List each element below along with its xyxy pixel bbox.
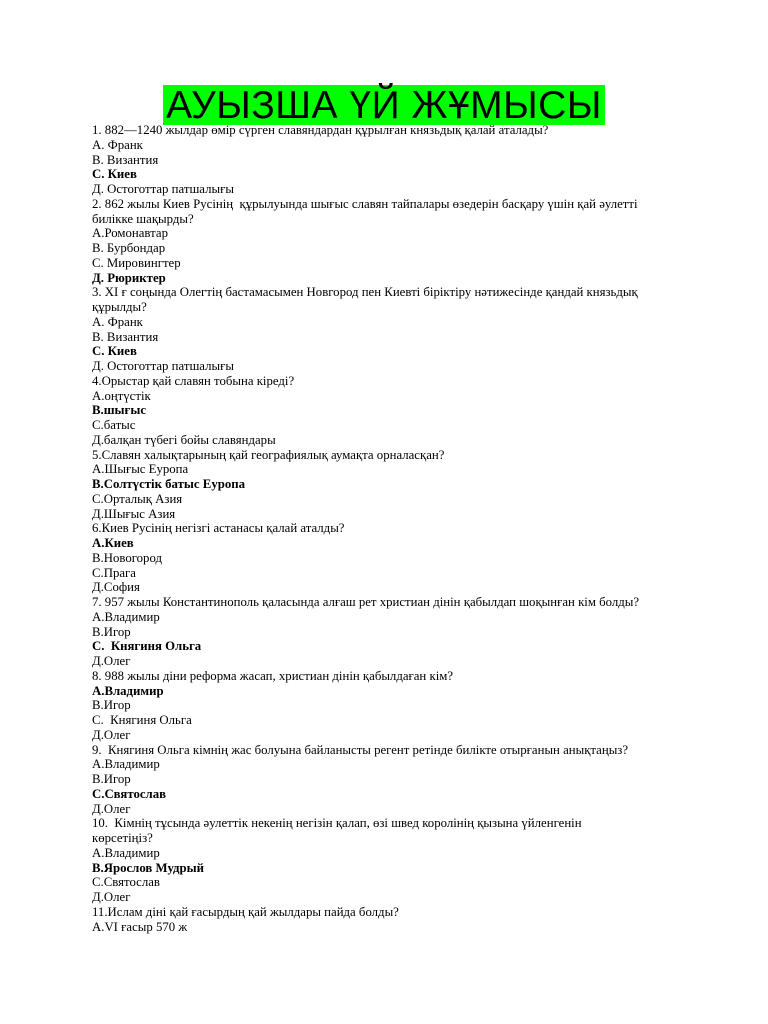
text-line: С.Орталық Азия: [92, 491, 183, 506]
text-line: В.Новогород: [92, 550, 162, 565]
correct-answer-line: С. Киев: [92, 167, 137, 182]
correct-answer-line: В.Ярослов Мудрый: [92, 860, 204, 875]
text-line: Д.Олег: [92, 654, 131, 668]
text-line: С.Святослав: [92, 875, 160, 890]
text-line: А.Шығыс Еуропа: [92, 462, 189, 477]
text-line: 4.Орыстар қай славян тобына кіреді?: [92, 373, 295, 388]
text-line: 11.Ислам діні қай ғасырдың қай жылдары пайда болды?: [92, 904, 399, 919]
text-line: А. Франк: [92, 314, 143, 329]
correct-answer-line: С. Княгиня Ольга: [92, 639, 202, 654]
text-line: 8. 988 жылы діни реформа жасап, христиан дінін қабылдаған кім?: [92, 668, 454, 683]
text-line: Д.София: [92, 580, 140, 595]
text-line: 10. Кімнің тұсында әулеттік некенің негізін қалап, өзі швед королінің қызына үйленгенін: [92, 816, 582, 831]
text-line: Д.Олег: [92, 890, 131, 904]
text-line: С. Мировингтер: [92, 255, 181, 270]
text-line: А.Владимир: [92, 609, 160, 624]
text-line: 2. 862 жылы Киев Русінің құрылуында шығыс славян тайпалары өзедерін басқару үшін қай әулетті: [92, 196, 638, 211]
text-line: С.Прага: [92, 565, 136, 580]
page-title: АУЫЗША ҮЙ ЖҰМЫСЫ: [163, 85, 605, 125]
text-line: В. Византия: [92, 152, 159, 167]
correct-answer-line: С.Святослав: [92, 786, 167, 801]
text-line: 6.Киев Русінің негізгі астанасы қалай аталды?: [92, 521, 345, 536]
text-line: Д.Олег: [92, 801, 131, 816]
text-line: В.Игор: [92, 772, 131, 786]
title-container: [0, 85, 768, 125]
correct-answer-line: А.Киев: [92, 536, 134, 550]
text-line: 3. XI ғ соңында Олегтің бастамасымен Новгород пен Киевті біріктіру нәтижесінде қандай князьдық: [92, 285, 638, 300]
text-line: Д. Остоготтар патшалығы: [92, 359, 234, 373]
text-line: А.VI ғасыр 570 ж: [92, 919, 188, 934]
text-line: Д.Олег: [92, 727, 131, 742]
text-line: В. Византия: [92, 329, 159, 344]
text-line: билікке шақырды?: [92, 211, 194, 226]
text-line: 1. 882—1240 жылдар өмір сүрген славяндардан құрылған князьдық қалай аталады?: [92, 123, 549, 137]
correct-answer-line: В.шығыс: [92, 403, 147, 418]
text-line: Д.балқан түбегі бойы славяндары: [92, 432, 276, 447]
correct-answer-line: В.Солтүстік батыс Еуропа: [92, 477, 246, 491]
text-line: Д. Остоготтар патшалығы: [92, 182, 234, 196]
question-list: [92, 123, 692, 934]
text-line: В.Игор: [92, 624, 131, 639]
text-line: С.батыс: [92, 418, 136, 432]
text-line: В. Бурбондар: [92, 241, 166, 255]
text-line: В.Игор: [92, 698, 131, 713]
text-line: 5.Славян халықтарының қай географиялық аумақта орналасқан?: [92, 447, 445, 462]
text-line: С. Княгиня Ольга: [92, 713, 192, 727]
text-line: 9. Княгиня Ольга кімнің жас болуына байланысты регент ретінде билікте отырғанын анықтаңыз?: [92, 742, 629, 757]
correct-answer-line: С. Киев: [92, 344, 137, 359]
text-line: құрылды?: [92, 300, 147, 314]
text-line: көрсетіңіз?: [92, 831, 153, 845]
correct-answer-line: Д. Рюриктер: [92, 270, 166, 285]
correct-answer-line: А.Владимир: [92, 683, 164, 698]
text-line: 7. 957 жылы Константинополь қаласында алғаш рет христиан дінін қабылдап шоқынған кім болды?: [92, 595, 640, 609]
text-line: Д.Шығыс Азия: [92, 506, 176, 521]
text-line: А.Владимир: [92, 845, 160, 860]
text-line: А.Ромонавтар: [92, 226, 168, 241]
text-line: А. Франк: [92, 137, 143, 152]
text-line: А.Владимир: [92, 757, 160, 772]
text-line: А.оңтүстік: [92, 388, 151, 403]
